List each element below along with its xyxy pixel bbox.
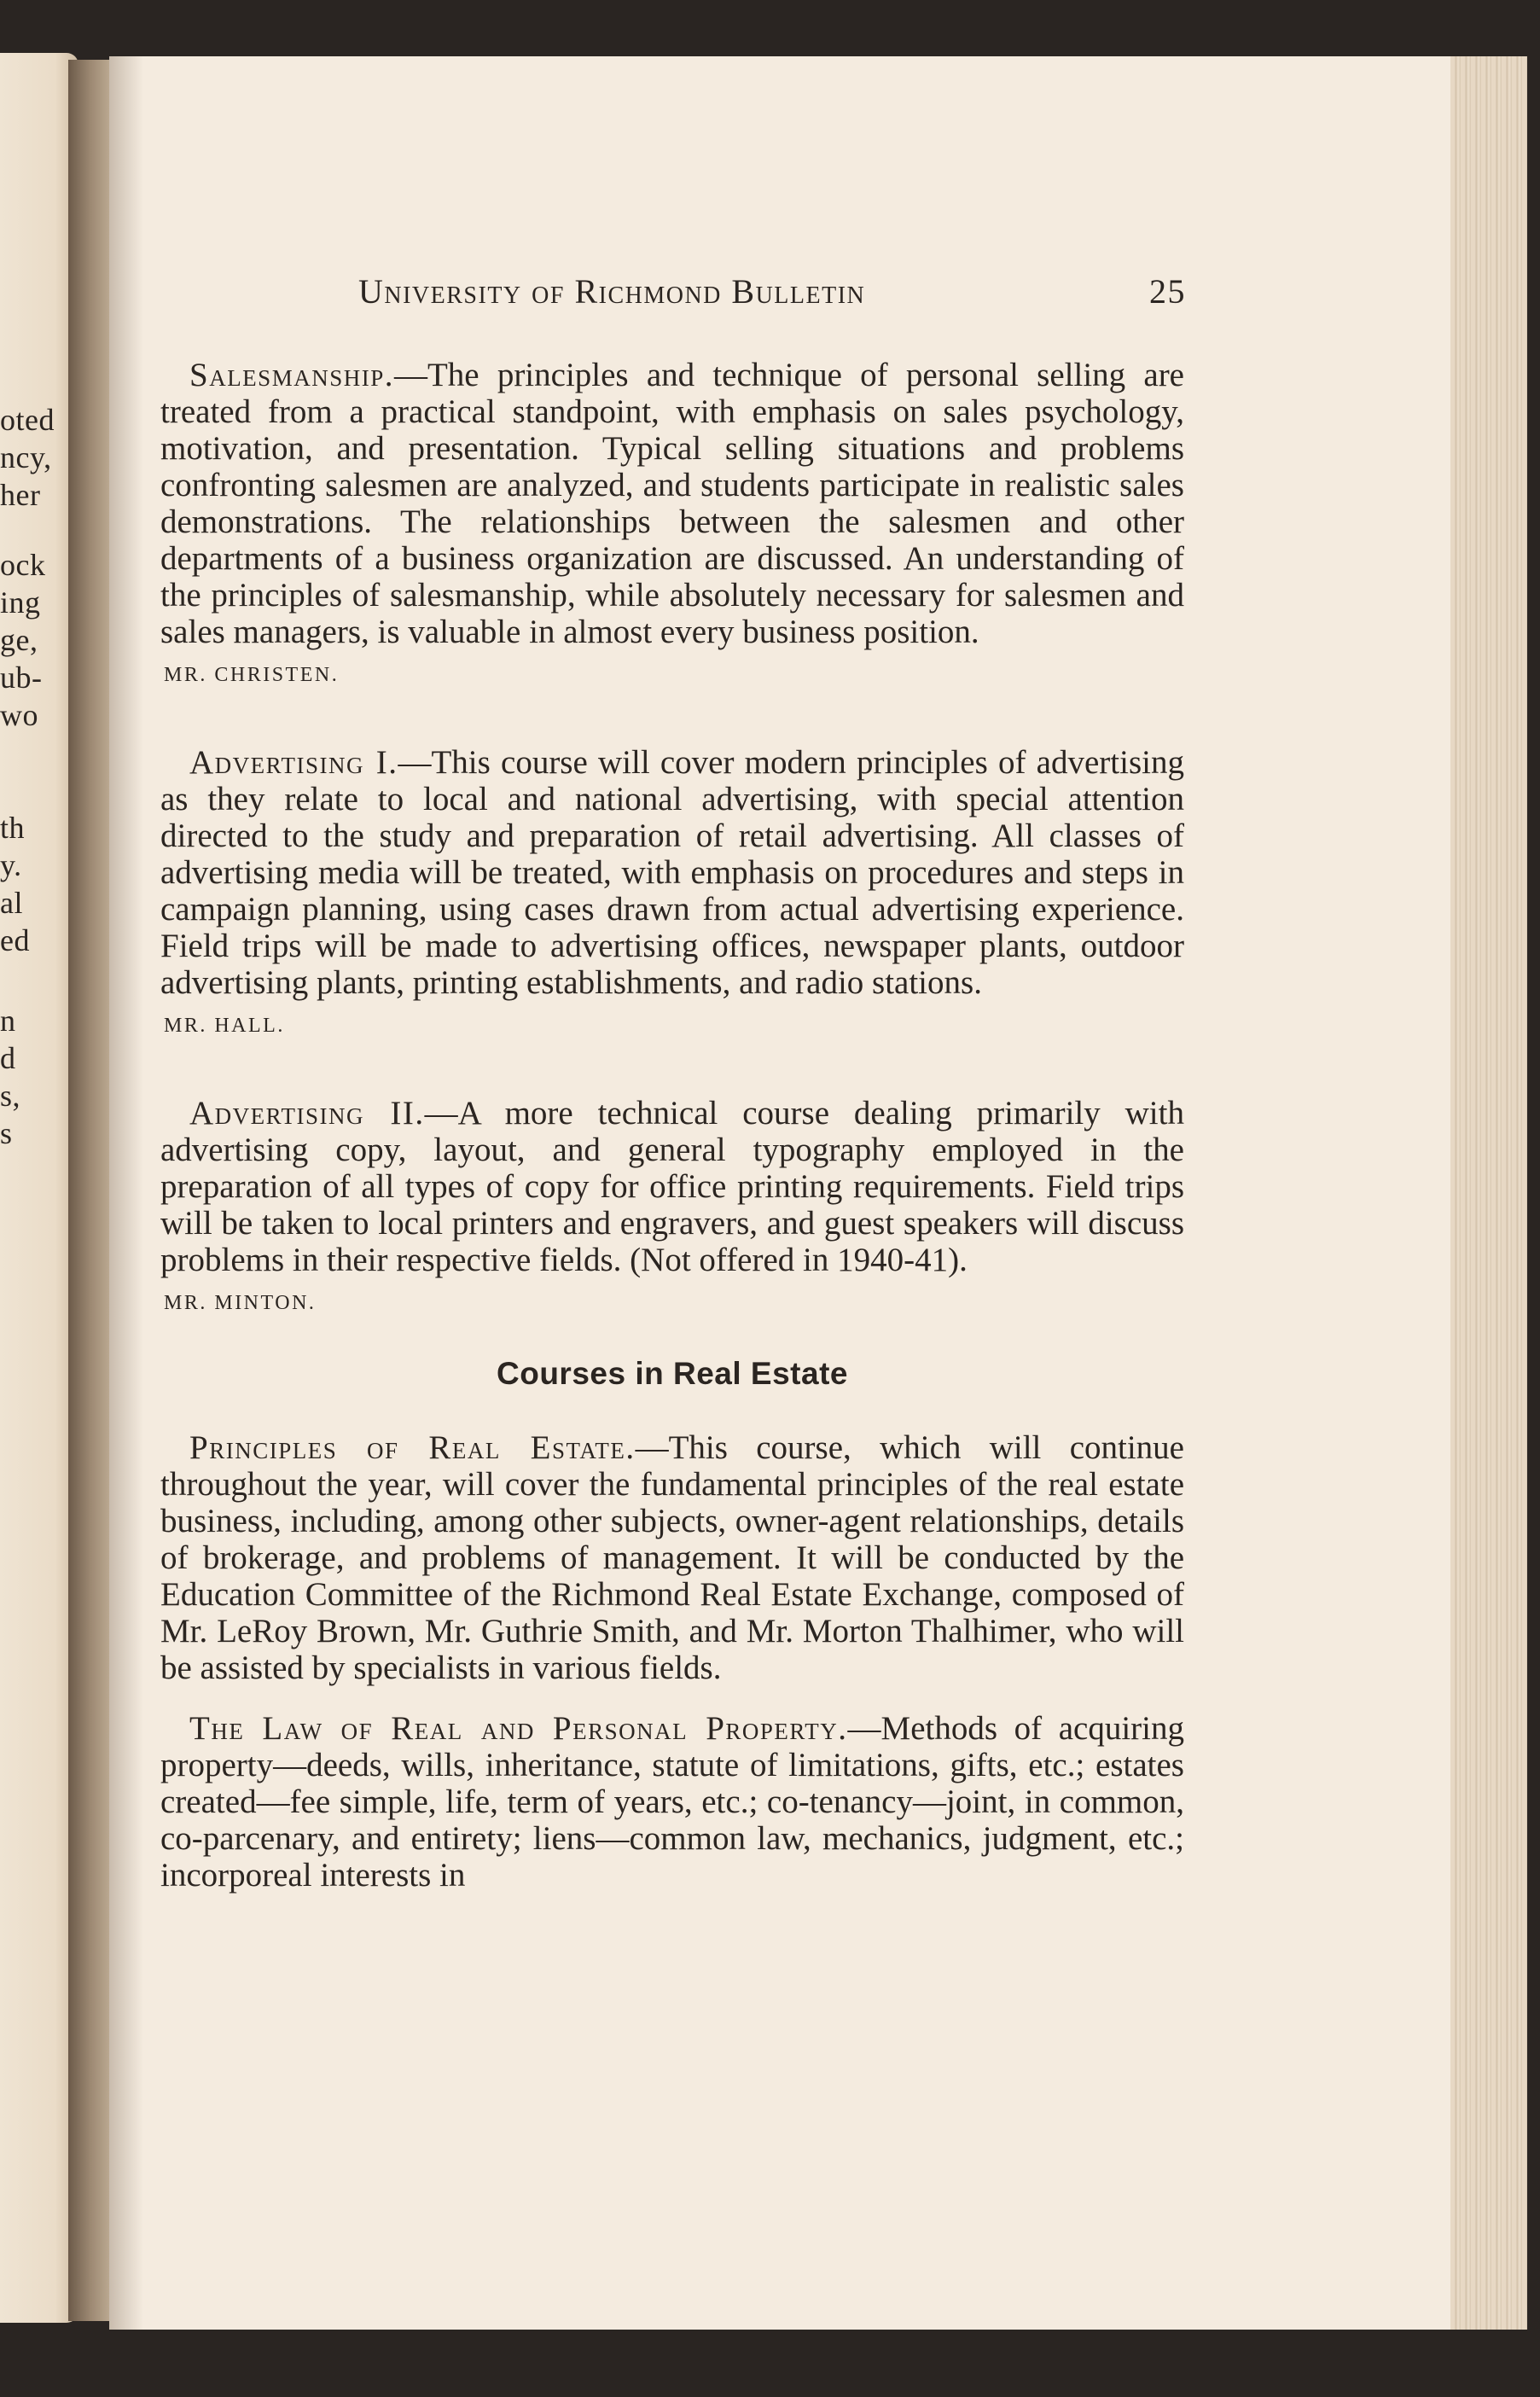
section-heading: Courses in Real Estate <box>497 1356 848 1391</box>
running-head-title: University of Richmond Bulletin <box>358 272 866 311</box>
left-fragment: ge, <box>0 623 38 657</box>
left-fragment: s, <box>0 1079 21 1113</box>
left-fragment: n <box>0 1004 16 1038</box>
course-entry-principles-real-estate <box>160 1429 1184 1686</box>
left-fragment: th <box>0 811 26 845</box>
course-title: Salesmanship. <box>189 357 394 393</box>
left-fragment: al <box>0 886 23 920</box>
course-description: —Methods of acquiring property—deeds, wills, inheritance, statute of limitations, gifts, etc.; estates created—fee simple, life, term of years, etc.; co-tenancy—joint, in common, co-parcenary, and entirety; liens—common law, mechanics, judgment, etc.; incorporeal interests in <box>160 1710 1184 1894</box>
course-description: —The principles and technique of personal selling are treated from a practical standpoint, with emphasis on sales psychology, motivation, and presentation. Typical selling situations and problems confronting salesmen are analyzed, and students participate in realistic sales demonstrations. The relationships between the salesmen and other departments of a business organization are discussed. An understanding of the principles of salesmanship, while absolutely necessary for salesmen and sales managers, is valuable in almost every business position. <box>160 357 1184 650</box>
course-description: —A more technical course dealing primarily with advertising copy, layout, and general typography employed in the preparation of all types of copy for office printing requirements. Field trips will be taken to local printers and engravers, and guest speakers will discuss problems in their respective fields. (Not offered in 1940-41). <box>160 1095 1184 1278</box>
page-stack-edge <box>1450 56 1527 2330</box>
course-entry-salesmanship <box>160 357 1184 650</box>
course-entry-advertising-1 <box>160 744 1184 1001</box>
left-fragment: d <box>0 1041 16 1075</box>
instructor: MR. MINTON. <box>164 1292 317 1314</box>
left-fragment: ing <box>0 585 41 620</box>
left-fragment: s <box>0 1116 13 1150</box>
previous-page-edge <box>0 53 78 2323</box>
spine-shadow <box>109 56 143 2330</box>
course-entry-law-of-property <box>160 1710 1184 1894</box>
left-fragment: oted <box>0 403 55 437</box>
course-title: Principles of Real Estate. <box>189 1429 636 1466</box>
page-body <box>160 357 1184 1894</box>
left-fragment: ock <box>0 548 46 582</box>
left-fragment: wo <box>0 698 38 732</box>
course-title: Advertising I. <box>189 744 398 781</box>
course-entry-advertising-2 <box>160 1095 1184 1278</box>
course-description: —This course will cover modern principles of advertising as they relate to local and national advertising, with special attention directed to the study and preparation of retail advertising. All classes of advertising media will be treated, with emphasis on procedures and steps in campaign planning, using cases drawn from actual advertising experience. Field trips will be made to advertising offices, newspaper plants, outdoor advertising plants, printing establishments, and radio stations. <box>160 744 1184 1001</box>
page-number: 25 <box>1149 272 1186 311</box>
instructor: MR. HALL. <box>164 1015 285 1037</box>
left-fragment: her <box>0 478 41 512</box>
course-description: —This course, which will continue throughout the year, will cover the fundamental principles of the real estate business, including, among other subjects, owner-agent relationships, details of brokerage, and problems of management. It will be conducted by the Education Committee of the Richmond Real Estate Exchange, composed of Mr. LeRoy Brown, Mr. Guthrie Smith, and Mr. Morton Thalhimer, who will be assisted by specialists in various fields. <box>160 1429 1184 1686</box>
left-fragment: ub- <box>0 660 43 695</box>
left-fragment: ncy, <box>0 440 52 474</box>
left-fragment: ed <box>0 923 30 957</box>
left-fragment: y. <box>0 848 22 882</box>
course-title: The Law of Real and Personal Property. <box>189 1710 848 1747</box>
instructor: MR. CHRISTEN. <box>164 664 340 686</box>
course-title: Advertising II. <box>189 1095 425 1132</box>
